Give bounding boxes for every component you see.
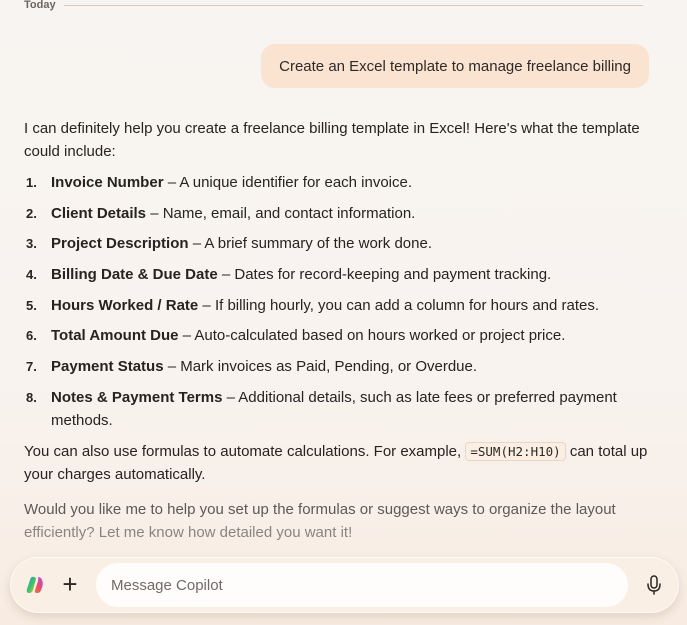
message-composer bbox=[10, 557, 679, 613]
list-item-title: Project Description bbox=[51, 235, 189, 253]
list-item-desc: – A unique identifier for each invoice. bbox=[163, 174, 413, 191]
list-item bbox=[24, 263, 654, 286]
list-item-title: Notes & Payment Terms bbox=[51, 388, 223, 406]
list-item-desc: – Additional details, such as late fees or preferred payment methods. bbox=[51, 388, 617, 429]
add-attachment-button[interactable] bbox=[59, 571, 81, 599]
assistant-intro: I can definitely help you create a freelance billing template in Excel! Here's what the template could include: bbox=[24, 120, 640, 160]
followup-text: Would you like me to help you set up the formulas or suggest ways to organize the layout bbox=[24, 500, 616, 518]
list-item-title: Hours Worked / Rate bbox=[51, 296, 199, 314]
feature-list bbox=[24, 171, 654, 432]
list-number: 8. bbox=[26, 389, 37, 405]
microphone-icon bbox=[642, 573, 666, 597]
list-item-desc: – A brief summary of the work done. bbox=[188, 235, 432, 253]
list-item bbox=[24, 171, 654, 194]
list-item bbox=[24, 202, 654, 225]
followup-text-faded: efficiently? Let me know how detailed you want it! bbox=[24, 523, 353, 541]
formula-paragraph bbox=[24, 440, 654, 486]
list-item bbox=[24, 355, 654, 378]
list-number: 4. bbox=[26, 267, 37, 283]
list-item-title: Billing Date & Due Date bbox=[51, 266, 218, 284]
message-input[interactable] bbox=[96, 563, 628, 607]
list-item-desc: – If billing hourly, you can add a column for hours and rates. bbox=[198, 296, 600, 314]
assistant-message bbox=[24, 117, 654, 544]
list-number: 6. bbox=[26, 328, 37, 344]
list-item-desc: – Name, email, and contact information. bbox=[146, 204, 416, 222]
list-item-title: Client Details bbox=[51, 204, 147, 222]
list-number: 2. bbox=[26, 205, 37, 221]
list-number: 5. bbox=[26, 297, 37, 313]
copilot-logo-icon[interactable] bbox=[25, 575, 45, 595]
plus-icon: + bbox=[62, 569, 78, 599]
date-divider bbox=[24, 0, 643, 14]
followup-paragraph bbox=[24, 498, 654, 544]
list-item-desc: – Mark invoices as Paid, Pending, or Overdue. bbox=[163, 358, 478, 376]
formula-text-after: can total up your charges automatically. bbox=[24, 442, 648, 483]
list-item-title: Total Amount Due bbox=[51, 327, 179, 345]
list-number: 7. bbox=[26, 359, 37, 375]
list-item bbox=[24, 294, 654, 317]
list-item-title: Payment Status bbox=[51, 358, 164, 376]
list-number: 3. bbox=[26, 236, 37, 252]
divider-line bbox=[64, 5, 643, 6]
microphone-button[interactable] bbox=[642, 573, 666, 597]
list-item bbox=[24, 324, 654, 347]
date-divider-label: Today bbox=[24, 0, 56, 11]
list-number: 1. bbox=[26, 175, 37, 190]
list-item-desc: – Auto-calculated based on hours worked or project price. bbox=[178, 327, 566, 345]
list-item bbox=[24, 386, 654, 432]
list-item-title: Invoice Number bbox=[51, 174, 164, 191]
list-item bbox=[24, 232, 654, 255]
formula-text-before: You can also use formulas to automate calculations. For example, bbox=[24, 442, 466, 460]
user-message-bubble bbox=[261, 44, 649, 88]
user-message-text: Create an Excel template to manage freelance billing bbox=[279, 57, 631, 75]
list-item-desc: – Dates for record-keeping and payment tracking. bbox=[217, 266, 552, 284]
formula-code: =SUM(H2:H10) bbox=[465, 442, 565, 461]
